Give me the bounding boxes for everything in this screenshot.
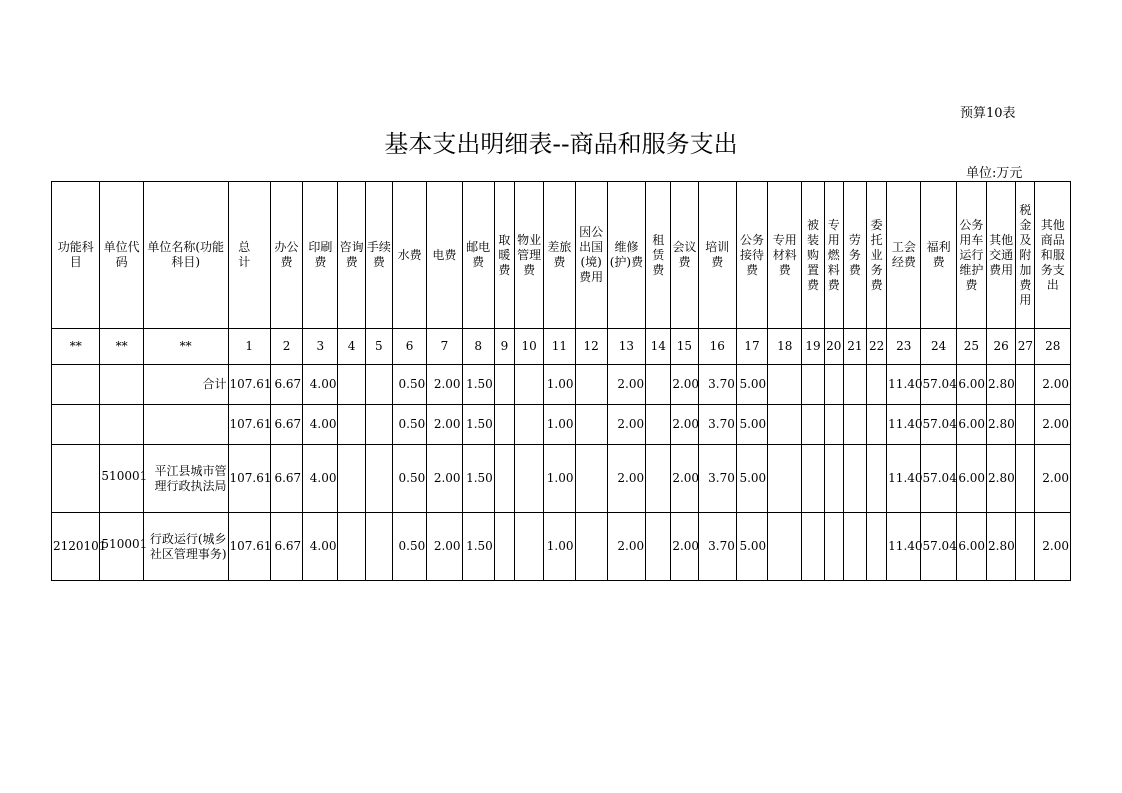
index-cell: 16 xyxy=(698,329,736,365)
header-cell: 因公出国(境)费用 xyxy=(575,182,607,329)
table-cell xyxy=(768,513,802,581)
table-cell xyxy=(494,405,514,445)
table-cell: 57.04 xyxy=(921,445,956,513)
index-cell: 27 xyxy=(1016,329,1035,365)
table-cell: 3.70 xyxy=(698,513,736,581)
table-row xyxy=(52,405,1071,445)
header-cell: 福利费 xyxy=(921,182,956,329)
table-cell: 0.50 xyxy=(392,513,426,581)
table-row xyxy=(52,365,1071,405)
table-cell xyxy=(1016,405,1035,445)
index-row xyxy=(52,329,1071,365)
table-cell: 2.00 xyxy=(1035,365,1071,405)
index-cell: 12 xyxy=(575,329,607,365)
index-cell: 14 xyxy=(646,329,671,365)
header-cell: 委托业务费 xyxy=(867,182,887,329)
table-cell: 510001 xyxy=(100,513,143,581)
report-title: 基本支出明细表--商品和服务支出 xyxy=(384,130,738,158)
table-cell: 1.00 xyxy=(544,405,575,445)
index-cell: 13 xyxy=(607,329,645,365)
header-cell: 物业管理费 xyxy=(514,182,543,329)
table-cell: 1.50 xyxy=(462,365,494,405)
table-cell: 行政运行(城乡社区管理事务) xyxy=(143,513,228,581)
table-cell: 5.00 xyxy=(736,365,767,405)
table-cell xyxy=(575,513,607,581)
table-cell xyxy=(843,445,866,513)
table-cell xyxy=(338,365,365,405)
table-cell: 合计 xyxy=(143,365,228,405)
table-cell: 3.70 xyxy=(698,445,736,513)
table-cell: 2.00 xyxy=(607,365,645,405)
table-cell xyxy=(1016,445,1035,513)
table-cell xyxy=(365,513,392,581)
table-cell: 1.00 xyxy=(544,513,575,581)
header-cell: 会议费 xyxy=(671,182,698,329)
table-cell xyxy=(100,405,143,445)
table-cell xyxy=(843,513,866,581)
table-cell xyxy=(338,513,365,581)
table-cell: 2.00 xyxy=(1035,445,1071,513)
table-cell xyxy=(494,365,514,405)
index-cell: 5 xyxy=(365,329,392,365)
table-cell xyxy=(365,405,392,445)
index-cell: 21 xyxy=(843,329,866,365)
index-cell: 9 xyxy=(494,329,514,365)
table-cell xyxy=(867,405,887,445)
table-cell: 0.50 xyxy=(392,445,426,513)
header-cell: 公务用车运行维护费 xyxy=(956,182,986,329)
table-cell: 107.61 xyxy=(228,445,270,513)
table-cell xyxy=(824,513,843,581)
table-cell: 2.00 xyxy=(427,445,462,513)
index-cell: ** xyxy=(143,329,228,365)
header-cell: 租赁费 xyxy=(646,182,671,329)
index-cell: 10 xyxy=(514,329,543,365)
table-cell xyxy=(802,445,824,513)
table-cell xyxy=(494,513,514,581)
table-cell xyxy=(100,365,143,405)
table-cell xyxy=(802,405,824,445)
table-cell: 1.50 xyxy=(462,445,494,513)
table-cell xyxy=(867,513,887,581)
index-cell: 26 xyxy=(987,329,1016,365)
table-cell: 6.67 xyxy=(270,513,302,581)
header-cell: 差旅费 xyxy=(544,182,575,329)
table-cell: 平江县城市管理行政执法局 xyxy=(143,445,228,513)
table-cell xyxy=(1016,513,1035,581)
index-cell: 28 xyxy=(1035,329,1071,365)
header-cell: 专用材料费 xyxy=(768,182,802,329)
table-cell xyxy=(843,365,866,405)
table-cell: 6.00 xyxy=(956,513,986,581)
table-cell xyxy=(768,405,802,445)
table-cell xyxy=(494,445,514,513)
table-cell: 2.80 xyxy=(987,513,1016,581)
table-cell xyxy=(143,405,228,445)
table-cell: 0.50 xyxy=(392,365,426,405)
index-cell: 18 xyxy=(768,329,802,365)
table-cell xyxy=(514,405,543,445)
table-cell: 2.00 xyxy=(607,405,645,445)
header-cell: 被装购置费 xyxy=(802,182,824,329)
table-cell: 1.50 xyxy=(462,513,494,581)
header-cell: 单位名称(功能科目) xyxy=(143,182,228,329)
table-cell xyxy=(646,513,671,581)
header-cell: 印刷费 xyxy=(303,182,338,329)
index-cell: 4 xyxy=(338,329,365,365)
header-cell: 咨询费 xyxy=(338,182,365,329)
table-cell: 2.00 xyxy=(427,513,462,581)
table-cell: 6.00 xyxy=(956,445,986,513)
table-cell xyxy=(802,513,824,581)
header-cell: 其他商品和服务支出 xyxy=(1035,182,1071,329)
table-cell: 2.00 xyxy=(671,365,698,405)
header-cell: 总 计 xyxy=(228,182,270,329)
table-row xyxy=(52,513,1071,581)
table-cell: 510001 xyxy=(100,445,143,513)
table-cell xyxy=(514,513,543,581)
table-cell xyxy=(365,445,392,513)
table-cell xyxy=(365,365,392,405)
table-cell: 4.00 xyxy=(303,365,338,405)
index-cell: 2 xyxy=(270,329,302,365)
table-cell: 2.00 xyxy=(607,513,645,581)
index-cell: 25 xyxy=(956,329,986,365)
table-cell: 11.40 xyxy=(887,513,921,581)
table-cell: 2.00 xyxy=(427,405,462,445)
table-cell xyxy=(52,405,100,445)
table-cell: 2.80 xyxy=(987,405,1016,445)
table-cell xyxy=(338,445,365,513)
table-cell xyxy=(646,445,671,513)
table-cell: 4.00 xyxy=(303,405,338,445)
table-cell: 107.61 xyxy=(228,365,270,405)
table-cell: 6.67 xyxy=(270,405,302,445)
table-cell: 1.00 xyxy=(544,445,575,513)
table-cell: 4.00 xyxy=(303,445,338,513)
table-cell: 11.40 xyxy=(887,365,921,405)
table-cell: 2.00 xyxy=(427,365,462,405)
header-cell: 培训费 xyxy=(698,182,736,329)
table-cell: 11.40 xyxy=(887,445,921,513)
table-cell: 1.00 xyxy=(544,365,575,405)
index-cell: 8 xyxy=(462,329,494,365)
header-cell: 邮电费 xyxy=(462,182,494,329)
table-cell xyxy=(575,445,607,513)
table-cell: 3.70 xyxy=(698,365,736,405)
table-cell xyxy=(575,405,607,445)
table-cell xyxy=(1016,365,1035,405)
header-cell: 手续费 xyxy=(365,182,392,329)
table-cell: 2.00 xyxy=(607,445,645,513)
index-cell: 22 xyxy=(867,329,887,365)
table-cell: 107.61 xyxy=(228,513,270,581)
table-cell: 2.80 xyxy=(987,365,1016,405)
index-cell: 6 xyxy=(392,329,426,365)
index-cell: ** xyxy=(52,329,100,365)
table-cell: 2.00 xyxy=(1035,513,1071,581)
table-cell: 6.00 xyxy=(956,365,986,405)
table-cell: 3.70 xyxy=(698,405,736,445)
table-cell xyxy=(824,405,843,445)
header-cell: 劳务费 xyxy=(843,182,866,329)
header-cell: 专用燃料费 xyxy=(824,182,843,329)
table-cell: 6.67 xyxy=(270,445,302,513)
table-cell: 57.04 xyxy=(921,513,956,581)
index-cell: 20 xyxy=(824,329,843,365)
table-cell xyxy=(824,445,843,513)
table-cell xyxy=(768,365,802,405)
header-cell: 电费 xyxy=(427,182,462,329)
index-cell: 11 xyxy=(544,329,575,365)
table-cell xyxy=(52,445,100,513)
index-cell: 17 xyxy=(736,329,767,365)
table-cell xyxy=(824,365,843,405)
table-row xyxy=(52,445,1071,513)
table-cell xyxy=(52,365,100,405)
expenditure-table xyxy=(51,181,1071,581)
index-cell: ** xyxy=(100,329,143,365)
table-cell: 2.80 xyxy=(987,445,1016,513)
unit-label: 单位:万元 xyxy=(966,166,1023,181)
header-cell: 水费 xyxy=(392,182,426,329)
table-cell: 6.67 xyxy=(270,365,302,405)
table-cell: 5.00 xyxy=(736,513,767,581)
table-cell xyxy=(646,405,671,445)
table-cell xyxy=(575,365,607,405)
header-cell: 税金及附加费用 xyxy=(1016,182,1035,329)
index-cell: 3 xyxy=(303,329,338,365)
index-cell: 15 xyxy=(671,329,698,365)
table-cell: 57.04 xyxy=(921,365,956,405)
table-cell xyxy=(646,365,671,405)
header-cell: 工会经费 xyxy=(887,182,921,329)
table-cell: 2.00 xyxy=(1035,405,1071,445)
table-cell: 11.40 xyxy=(887,405,921,445)
index-cell: 23 xyxy=(887,329,921,365)
table-cell xyxy=(843,405,866,445)
table-cell: 107.61 xyxy=(228,405,270,445)
table-cell: 2.00 xyxy=(671,513,698,581)
index-cell: 24 xyxy=(921,329,956,365)
table-cell xyxy=(867,445,887,513)
table-cell: 5.00 xyxy=(736,405,767,445)
table-cell: 5.00 xyxy=(736,445,767,513)
header-cell: 单位代码 xyxy=(100,182,143,329)
table-cell xyxy=(514,445,543,513)
table-cell: 4.00 xyxy=(303,513,338,581)
header-cell: 办公费 xyxy=(270,182,302,329)
table-cell: 57.04 xyxy=(921,405,956,445)
form-number: 预算10表 xyxy=(960,106,1016,121)
table-cell xyxy=(768,445,802,513)
table-cell: 0.50 xyxy=(392,405,426,445)
table-cell: 2.00 xyxy=(671,405,698,445)
table-cell: 6.00 xyxy=(956,405,986,445)
header-cell: 取暖费 xyxy=(494,182,514,329)
table-cell: 2.00 xyxy=(671,445,698,513)
header-cell: 公务接待费 xyxy=(736,182,767,329)
table-cell xyxy=(802,365,824,405)
index-cell: 7 xyxy=(427,329,462,365)
index-cell: 19 xyxy=(802,329,824,365)
table-cell: 1.50 xyxy=(462,405,494,445)
header-row xyxy=(52,182,1071,329)
table-cell xyxy=(338,405,365,445)
table-cell: 2120101 xyxy=(52,513,100,581)
header-cell: 其他交通费用 xyxy=(987,182,1016,329)
table-cell xyxy=(867,365,887,405)
table-cell xyxy=(514,365,543,405)
index-cell: 1 xyxy=(228,329,270,365)
header-cell: 维修(护)费 xyxy=(607,182,645,329)
header-cell: 功能科目 xyxy=(52,182,100,329)
